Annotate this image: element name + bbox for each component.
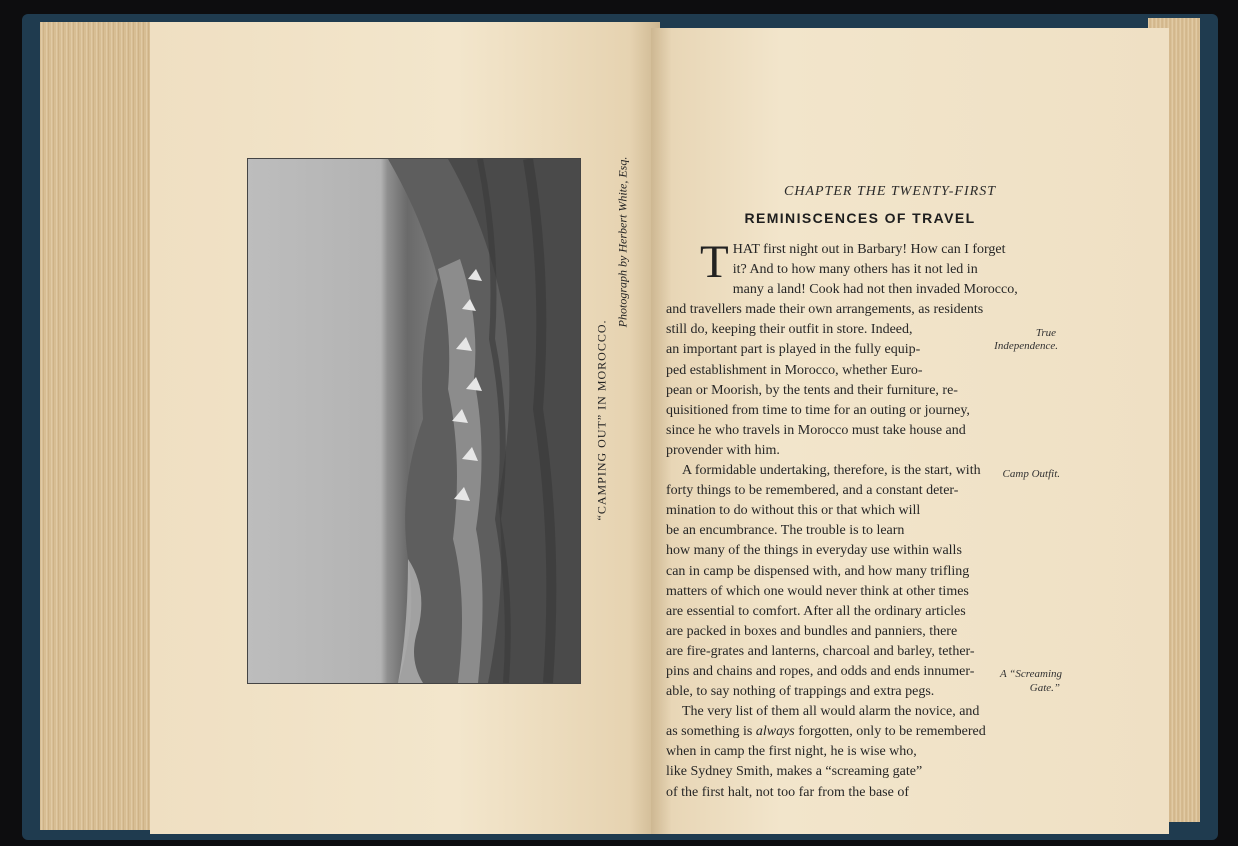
plate-caption: “CAMPING OUT” IN MOROCCO.: [594, 319, 609, 521]
text-line: are essential to comfort. After all the ordinary articles: [666, 603, 966, 619]
text-line: are fire-grates and lanterns, charcoal and barley, tether-: [666, 643, 975, 659]
text-line-mixed: [666, 722, 1007, 742]
text-line: pins and chains and ropes, and odds and ends innumer-: [666, 663, 975, 679]
text-line: forty things to be remembered, and a constant deter-: [666, 483, 959, 499]
sidenote-gate: Gate.”: [1029, 682, 1060, 694]
text-line: quisitioned from time to time for an outing or journey,: [666, 402, 970, 418]
text-line: like Sydney Smith, makes a “screaming gate”: [666, 764, 923, 780]
text-line: able, to say nothing of trappings and extra pegs.: [666, 684, 935, 700]
text-line: since he who travels in Morocco must take house and: [666, 422, 966, 438]
chapter-title: REMINISCENCES OF TRAVEL: [744, 210, 976, 226]
photograph-plate: [247, 158, 581, 684]
sidenote-screaming: A “Screaming: [999, 668, 1062, 680]
text-line: are packed in boxes and bundles and panniers, there: [666, 623, 958, 639]
text-line: HAT first night out in Barbary! How can I forget: [732, 242, 1006, 257]
page-edges-left: [40, 22, 162, 830]
text-line: an important part is played in the fully equip-: [666, 342, 921, 358]
text-line: mination to do without this or that which will: [666, 503, 921, 519]
text-line: and travellers made their own arrangements, as residents: [666, 302, 984, 318]
text-line: many a land! Cook had not then invaded Morocco,: [732, 282, 1018, 298]
emphasis-text: always: [755, 724, 795, 740]
text-segment: forgotten, only to be remembered: [798, 724, 986, 740]
sidenote-independence: Independence.: [994, 340, 1058, 352]
sidenote-true: True: [1035, 327, 1056, 339]
text-line: still do, keeping their outfit in store. Indeed,: [666, 322, 913, 338]
text-line: matters of which one would never think at other times: [666, 583, 969, 599]
text-line: can in camp be dispensed with, and how many trifling: [666, 563, 970, 579]
text-line: be an encumbrance. The trouble is to learn: [666, 523, 905, 539]
body-text: [666, 236, 1018, 803]
text-line: pean or Moorish, by the tents and their furniture, re-: [666, 382, 958, 398]
text-line: it? And to how many others has it not led in: [732, 262, 978, 278]
text-line: of the first halt, not too far from the base of: [666, 784, 909, 800]
text-line: provender with him.: [666, 442, 780, 458]
chapter-number: CHAPTER THE TWENTY-FIRST: [784, 184, 996, 199]
sidenote-camp-outfit: Camp Outfit.: [1002, 468, 1060, 480]
text-line: A formidable undertaking, therefore, is the start, with: [682, 463, 981, 479]
text-segment: as something is: [666, 724, 753, 740]
text-line: The very list of them all would alarm the novice, and: [682, 704, 980, 720]
text-line: how many of the things in everyday use within walls: [666, 543, 962, 559]
text-line: when in camp the first night, he is wise who,: [666, 744, 917, 760]
photo-credit: Photograph by Herbert White, Esq.: [615, 156, 630, 328]
text-line: ped establishment in Morocco, whether Euro-: [666, 362, 923, 378]
drop-cap: T: [700, 236, 729, 288]
landscape-photo: [248, 159, 580, 683]
